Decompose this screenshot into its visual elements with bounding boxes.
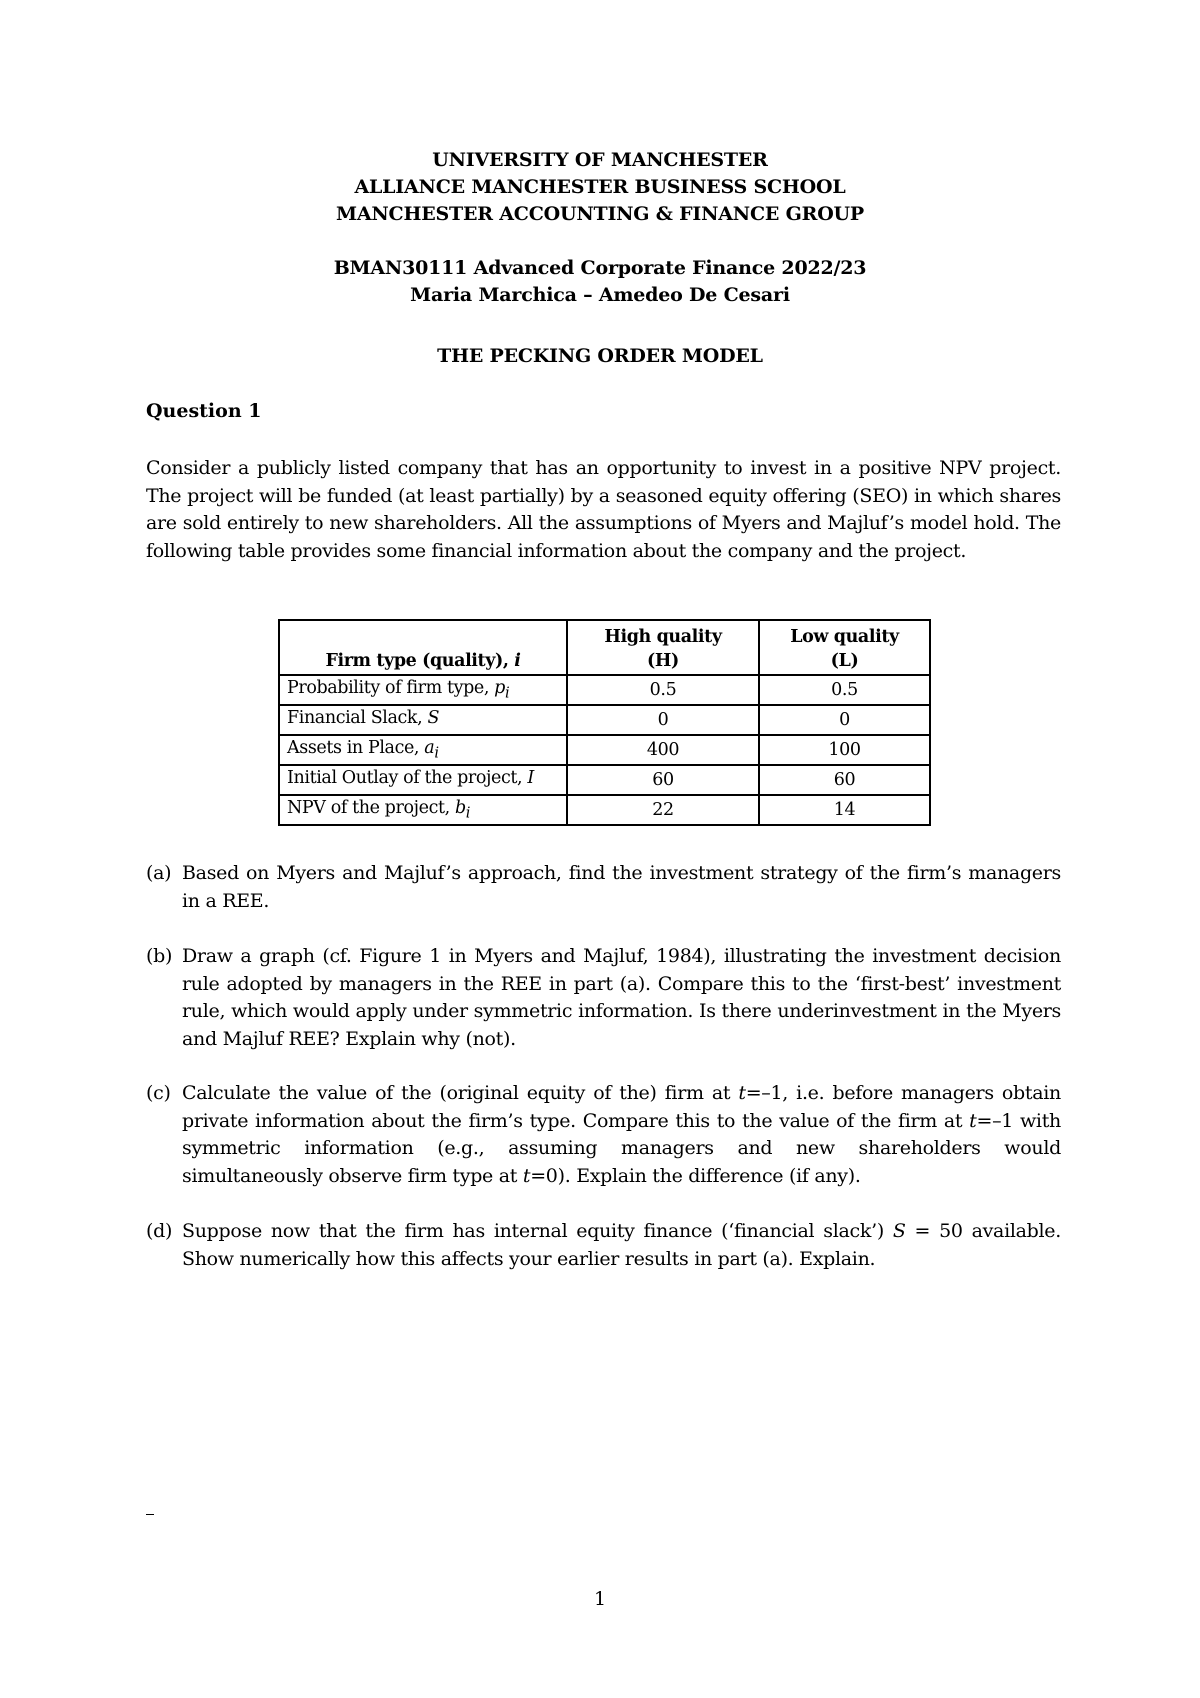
footnote-separator	[146, 1514, 154, 1515]
header-high-quality: High quality (H)	[567, 620, 759, 675]
table-header-row	[279, 620, 930, 675]
part-b-text: Draw a graph (cf. Figure 1 in Myers and Majluf, 1984), illustrating the investment decision rule adopted by managers in the REE in part (a). Compare this to the ‘first-best’ investment rule, which would apply under symmetric information. Is there underinvestment in the Myers and Majluf REE? Explain why (not).	[182, 945, 1061, 1050]
part-d-text: Suppose now that the firm has internal equity finance (‘financial slack’) S = 50 available. Show numerically how this affects your earlier results in part (a). Explain.	[182, 1220, 1061, 1270]
table-row: Probability of firm type, $p_i$ 0.5 0.5	[279, 675, 930, 705]
table-row: NPV of the project, $b_i$ 22 14	[279, 795, 930, 825]
school-name: ALLIANCE MANCHESTER BUSINESS SCHOOL	[354, 176, 846, 198]
question-heading: Question 1	[146, 400, 262, 422]
course-header	[0, 255, 1200, 309]
table-row: Initial Outlay of the project, I 60 60	[279, 765, 930, 795]
part-b-marker: (b)	[146, 945, 173, 967]
course-title: BMAN30111 Advanced Corporate Finance 2022/23	[333, 257, 867, 279]
header-low-quality: Low quality (L)	[759, 620, 930, 675]
table-row: Financial Slack, S 0 0	[279, 705, 930, 735]
table-row: Assets in Place, $a_i$ 400 100	[279, 735, 930, 765]
financial-info-table	[278, 619, 931, 826]
page-number: 1	[593, 1588, 607, 1610]
group-name: MANCHESTER ACCOUNTING & FINANCE GROUP	[335, 203, 864, 225]
question-part-d	[146, 1218, 1061, 1273]
part-c-marker: (c)	[146, 1082, 171, 1104]
part-a-text: Based on Myers and Majluf’s approach, find the investment strategy of the firm’s managers in a REE.	[182, 862, 1061, 912]
part-c-text: Calculate the value of the (original equity of the) firm at t=–1, i.e. before managers obtain private information about the firm’s type. Compare this to the value of the firm at t=–1 with symmetric information (e.g., assuming managers and new shareholders would simultaneously observe firm type at t=0). Explain the difference (if any).	[182, 1082, 1061, 1187]
topic-title: THE PECKING ORDER MODEL	[437, 345, 763, 367]
question-part-c	[146, 1080, 1061, 1190]
university-name: UNIVERSITY OF MANCHESTER	[432, 149, 768, 171]
question-part-b	[146, 943, 1061, 1053]
part-a-marker: (a)	[146, 862, 172, 884]
lecturer-names: Maria Marchica – Amedeo De Cesari	[410, 284, 790, 306]
question-part-a	[146, 860, 1061, 915]
header-firm-type: Firm type (quality), i	[279, 620, 567, 675]
question-intro: Consider a publicly listed company that has an opportunity to invest in a positive NPV project. The project will be funded (at least partially) by a seasoned equity offering (SEO) in which shares are sold entirely to new shareholders. All the assumptions of Myers and Majluf’s model hold. The following table provides some financial information about the company and the project.	[146, 457, 1061, 562]
part-d-marker: (d)	[146, 1220, 173, 1242]
institution-header	[0, 147, 1200, 228]
